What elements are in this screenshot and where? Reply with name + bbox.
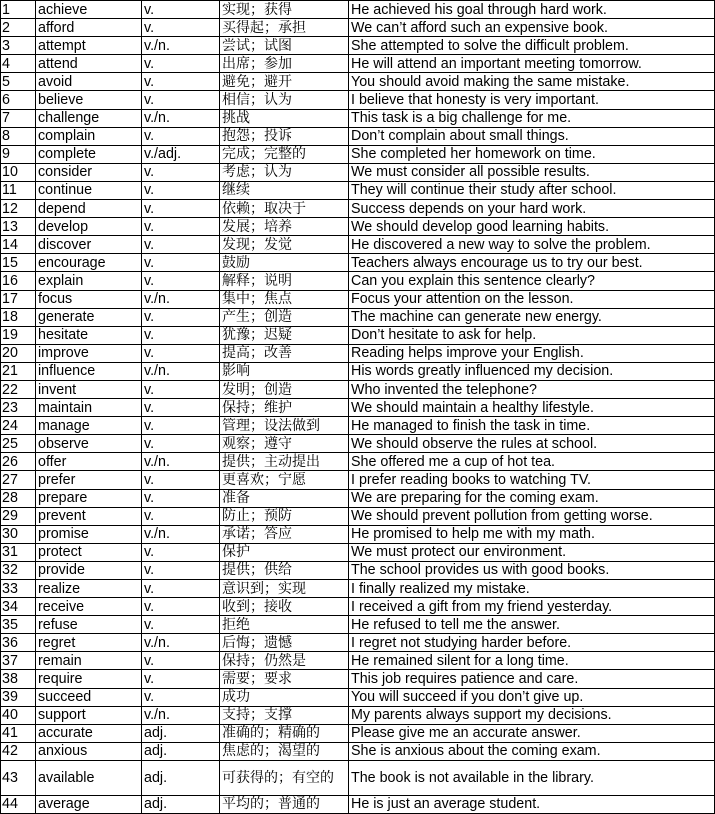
part-of-speech-cell: v. [142,380,220,398]
chinese-meaning-cell: 提供；主动提出 [220,453,349,471]
table-row [1,109,715,127]
word-cell: available [36,760,142,795]
row-number: 1 [1,1,36,19]
example-sentence-cell: The machine can generate new energy. [349,308,715,326]
part-of-speech-cell: v. [142,561,220,579]
example-sentence-cell: This task is a big challenge for me. [349,109,715,127]
row-number: 26 [1,453,36,471]
example-sentence-cell: He managed to finish the task in time. [349,417,715,435]
chinese-meaning-cell: 更喜欢；宁愿 [220,471,349,489]
word-cell: continue [36,181,142,199]
row-number: 10 [1,163,36,181]
part-of-speech-cell: v./n. [142,362,220,380]
table-row [1,706,715,724]
row-number: 17 [1,290,36,308]
part-of-speech-cell: adj. [142,795,220,813]
example-sentence-cell: We should develop good learning habits. [349,218,715,236]
row-number: 5 [1,73,36,91]
chinese-meaning-cell: 可获得的；有空的 [220,760,349,795]
part-of-speech-cell: adj. [142,742,220,760]
table-row [1,598,715,616]
table-row [1,272,715,290]
row-number: 34 [1,598,36,616]
chinese-meaning-cell: 拒绝 [220,616,349,634]
example-sentence-cell: Don’t hesitate to ask for help. [349,326,715,344]
row-number: 36 [1,634,36,652]
example-sentence-cell: I prefer reading books to watching TV. [349,471,715,489]
part-of-speech-cell: v./n. [142,525,220,543]
example-sentence-cell: The book is not available in the library. [349,760,715,795]
part-of-speech-cell: adj. [142,724,220,742]
part-of-speech-cell: v. [142,543,220,561]
example-sentence-cell: Focus your attention on the lesson. [349,290,715,308]
word-cell: support [36,706,142,724]
row-number: 29 [1,507,36,525]
table-row [1,489,715,507]
word-cell: influence [36,362,142,380]
chinese-meaning-cell: 发现；发觉 [220,236,349,254]
row-number: 33 [1,580,36,598]
row-number: 8 [1,127,36,145]
word-cell: believe [36,91,142,109]
chinese-meaning-cell: 保持；维护 [220,399,349,417]
word-cell: succeed [36,688,142,706]
part-of-speech-cell: v. [142,616,220,634]
part-of-speech-cell: v. [142,580,220,598]
example-sentence-cell: We must consider all possible results. [349,163,715,181]
row-number: 4 [1,55,36,73]
row-number: 39 [1,688,36,706]
example-sentence-cell: She completed her homework on time. [349,145,715,163]
part-of-speech-cell: v. [142,91,220,109]
table-row [1,290,715,308]
part-of-speech-cell: v. [142,688,220,706]
row-number: 30 [1,525,36,543]
word-cell: remain [36,652,142,670]
part-of-speech-cell: v. [142,399,220,417]
chinese-meaning-cell: 后悔；遗憾 [220,634,349,652]
word-cell: protect [36,543,142,561]
table-row [1,561,715,579]
row-number: 2 [1,19,36,37]
part-of-speech-cell: v. [142,181,220,199]
word-cell: afford [36,19,142,37]
row-number: 38 [1,670,36,688]
word-cell: explain [36,272,142,290]
row-number: 32 [1,561,36,579]
table-row [1,1,715,19]
part-of-speech-cell: v. [142,127,220,145]
chinese-meaning-cell: 继续 [220,181,349,199]
row-number: 35 [1,616,36,634]
table-row [1,760,715,795]
example-sentence-cell: You will succeed if you don’t give up. [349,688,715,706]
part-of-speech-cell: v./n. [142,290,220,308]
example-sentence-cell: Teachers always encourage us to try our best. [349,254,715,272]
example-sentence-cell: I finally realized my mistake. [349,580,715,598]
table-row [1,163,715,181]
chinese-meaning-cell: 意识到；实现 [220,580,349,598]
word-cell: discover [36,236,142,254]
part-of-speech-cell: v. [142,19,220,37]
chinese-meaning-cell: 观察；遵守 [220,435,349,453]
example-sentence-cell: Success depends on your hard work. [349,200,715,218]
chinese-meaning-cell: 抱怨；投诉 [220,127,349,145]
example-sentence-cell: I received a gift from my friend yesterday. [349,598,715,616]
row-number: 12 [1,200,36,218]
row-number: 14 [1,236,36,254]
table-row [1,200,715,218]
table-row [1,525,715,543]
chinese-meaning-cell: 尝试；试图 [220,37,349,55]
part-of-speech-cell: v. [142,236,220,254]
example-sentence-cell: She attempted to solve the difficult problem. [349,37,715,55]
part-of-speech-cell: v. [142,308,220,326]
table-row [1,795,715,813]
table-row [1,670,715,688]
row-number: 27 [1,471,36,489]
word-cell: invent [36,380,142,398]
chinese-meaning-cell: 发展；培养 [220,218,349,236]
row-number: 22 [1,380,36,398]
example-sentence-cell: We must protect our environment. [349,543,715,561]
row-number: 21 [1,362,36,380]
example-sentence-cell: The school provides us with good books. [349,561,715,579]
row-number: 41 [1,724,36,742]
example-sentence-cell: Can you explain this sentence clearly? [349,272,715,290]
table-row [1,724,715,742]
word-cell: refuse [36,616,142,634]
word-cell: prepare [36,489,142,507]
example-sentence-cell: My parents always support my decisions. [349,706,715,724]
table-row [1,380,715,398]
chinese-meaning-cell: 影响 [220,362,349,380]
word-cell: encourage [36,254,142,272]
table-row [1,145,715,163]
word-cell: manage [36,417,142,435]
table-row [1,308,715,326]
table-row [1,91,715,109]
chinese-meaning-cell: 鼓励 [220,254,349,272]
row-number: 25 [1,435,36,453]
table-row [1,218,715,236]
table-row [1,362,715,380]
chinese-meaning-cell: 保持；仍然是 [220,652,349,670]
table-row [1,507,715,525]
row-number: 31 [1,543,36,561]
chinese-meaning-cell: 收到；接收 [220,598,349,616]
table-row [1,580,715,598]
word-cell: average [36,795,142,813]
chinese-meaning-cell: 犹豫；迟疑 [220,326,349,344]
part-of-speech-cell: v./n. [142,453,220,471]
part-of-speech-cell: v. [142,417,220,435]
example-sentence-cell: She offered me a cup of hot tea. [349,453,715,471]
part-of-speech-cell: v. [142,344,220,362]
part-of-speech-cell: v. [142,218,220,236]
part-of-speech-cell: v. [142,652,220,670]
part-of-speech-cell: v. [142,200,220,218]
chinese-meaning-cell: 避免；避开 [220,73,349,91]
example-sentence-cell: He achieved his goal through hard work. [349,1,715,19]
example-sentence-cell: This job requires patience and care. [349,670,715,688]
chinese-meaning-cell: 提高；改善 [220,344,349,362]
example-sentence-cell: Don’t complain about small things. [349,127,715,145]
table-row [1,399,715,417]
word-cell: focus [36,290,142,308]
row-number: 24 [1,417,36,435]
part-of-speech-cell: v. [142,670,220,688]
table-row [1,634,715,652]
row-number: 28 [1,489,36,507]
word-cell: require [36,670,142,688]
word-cell: hesitate [36,326,142,344]
word-cell: regret [36,634,142,652]
part-of-speech-cell: v. [142,163,220,181]
part-of-speech-cell: v. [142,507,220,525]
row-number: 42 [1,742,36,760]
chinese-meaning-cell: 出席；参加 [220,55,349,73]
word-cell: achieve [36,1,142,19]
part-of-speech-cell: v. [142,435,220,453]
chinese-meaning-cell: 考虑；认为 [220,163,349,181]
example-sentence-cell: We are preparing for the coming exam. [349,489,715,507]
row-number: 11 [1,181,36,199]
example-sentence-cell: We should prevent pollution from getting worse. [349,507,715,525]
word-cell: prefer [36,471,142,489]
table-row [1,543,715,561]
chinese-meaning-cell: 完成；完整的 [220,145,349,163]
chinese-meaning-cell: 相信；认为 [220,91,349,109]
table-row [1,435,715,453]
table-row [1,742,715,760]
word-cell: provide [36,561,142,579]
word-cell: complain [36,127,142,145]
part-of-speech-cell: v. [142,55,220,73]
row-number: 7 [1,109,36,127]
row-number: 23 [1,399,36,417]
example-sentence-cell: Please give me an accurate answer. [349,724,715,742]
chinese-meaning-cell: 管理；设法做到 [220,417,349,435]
example-sentence-cell: He promised to help me with my math. [349,525,715,543]
chinese-meaning-cell: 准确的；精确的 [220,724,349,742]
chinese-meaning-cell: 发明；创造 [220,380,349,398]
part-of-speech-cell: v. [142,471,220,489]
table-row [1,55,715,73]
table-row [1,652,715,670]
example-sentence-cell: He discovered a new way to solve the problem. [349,236,715,254]
chinese-meaning-cell: 实现；获得 [220,1,349,19]
chinese-meaning-cell: 承诺；答应 [220,525,349,543]
chinese-meaning-cell: 集中；焦点 [220,290,349,308]
word-cell: receive [36,598,142,616]
chinese-meaning-cell: 成功 [220,688,349,706]
word-cell: complete [36,145,142,163]
table-row [1,417,715,435]
row-number: 44 [1,795,36,813]
part-of-speech-cell: v. [142,73,220,91]
part-of-speech-cell: v. [142,326,220,344]
table-row [1,181,715,199]
table-row [1,236,715,254]
row-number: 16 [1,272,36,290]
example-sentence-cell: They will continue their study after school. [349,181,715,199]
part-of-speech-cell: v. [142,489,220,507]
example-sentence-cell: He will attend an important meeting tomorrow. [349,55,715,73]
chinese-meaning-cell: 防止；预防 [220,507,349,525]
example-sentence-cell: She is anxious about the coming exam. [349,742,715,760]
part-of-speech-cell: v. [142,1,220,19]
row-number: 19 [1,326,36,344]
table-row [1,127,715,145]
part-of-speech-cell: v./n. [142,37,220,55]
word-cell: generate [36,308,142,326]
chinese-meaning-cell: 挑战 [220,109,349,127]
example-sentence-cell: He refused to tell me the answer. [349,616,715,634]
chinese-meaning-cell: 提供；供给 [220,561,349,579]
row-number: 20 [1,344,36,362]
table-row [1,616,715,634]
example-sentence-cell: He remained silent for a long time. [349,652,715,670]
row-number: 40 [1,706,36,724]
chinese-meaning-cell: 依赖；取决于 [220,200,349,218]
word-cell: avoid [36,73,142,91]
part-of-speech-cell: v./n. [142,634,220,652]
chinese-meaning-cell: 准备 [220,489,349,507]
example-sentence-cell: He is just an average student. [349,795,715,813]
row-number: 43 [1,760,36,795]
table-row [1,688,715,706]
table-row [1,344,715,362]
table-row [1,453,715,471]
example-sentence-cell: I regret not studying harder before. [349,634,715,652]
chinese-meaning-cell: 买得起；承担 [220,19,349,37]
chinese-meaning-cell: 平均的；普通的 [220,795,349,813]
table-row [1,19,715,37]
chinese-meaning-cell: 解释；说明 [220,272,349,290]
word-cell: improve [36,344,142,362]
word-cell: depend [36,200,142,218]
row-number: 6 [1,91,36,109]
word-cell: offer [36,453,142,471]
word-cell: realize [36,580,142,598]
word-cell: accurate [36,724,142,742]
word-cell: consider [36,163,142,181]
chinese-meaning-cell: 焦虑的；渴望的 [220,742,349,760]
table-row [1,37,715,55]
example-sentence-cell: We can’t afford such an expensive book. [349,19,715,37]
part-of-speech-cell: adj. [142,760,220,795]
word-cell: prevent [36,507,142,525]
vocabulary-table-body [1,1,715,814]
part-of-speech-cell: v. [142,272,220,290]
chinese-meaning-cell: 需要；要求 [220,670,349,688]
row-number: 9 [1,145,36,163]
part-of-speech-cell: v./n. [142,706,220,724]
example-sentence-cell: His words greatly influenced my decision. [349,362,715,380]
example-sentence-cell: We should observe the rules at school. [349,435,715,453]
row-number: 3 [1,37,36,55]
word-cell: anxious [36,742,142,760]
example-sentence-cell: We should maintain a healthy lifestyle. [349,399,715,417]
table-row [1,471,715,489]
example-sentence-cell: You should avoid making the same mistake. [349,73,715,91]
chinese-meaning-cell: 保护 [220,543,349,561]
word-cell: promise [36,525,142,543]
example-sentence-cell: Who invented the telephone? [349,380,715,398]
word-cell: attend [36,55,142,73]
word-cell: observe [36,435,142,453]
word-cell: challenge [36,109,142,127]
row-number: 13 [1,218,36,236]
part-of-speech-cell: v./n. [142,109,220,127]
row-number: 15 [1,254,36,272]
example-sentence-cell: I believe that honesty is very important. [349,91,715,109]
table-row [1,254,715,272]
example-sentence-cell: Reading helps improve your English. [349,344,715,362]
part-of-speech-cell: v. [142,598,220,616]
part-of-speech-cell: v. [142,254,220,272]
row-number: 37 [1,652,36,670]
word-cell: develop [36,218,142,236]
row-number: 18 [1,308,36,326]
word-cell: attempt [36,37,142,55]
chinese-meaning-cell: 产生；创造 [220,308,349,326]
part-of-speech-cell: v./adj. [142,145,220,163]
chinese-meaning-cell: 支持；支撑 [220,706,349,724]
word-cell: maintain [36,399,142,417]
table-row [1,326,715,344]
table-row [1,73,715,91]
